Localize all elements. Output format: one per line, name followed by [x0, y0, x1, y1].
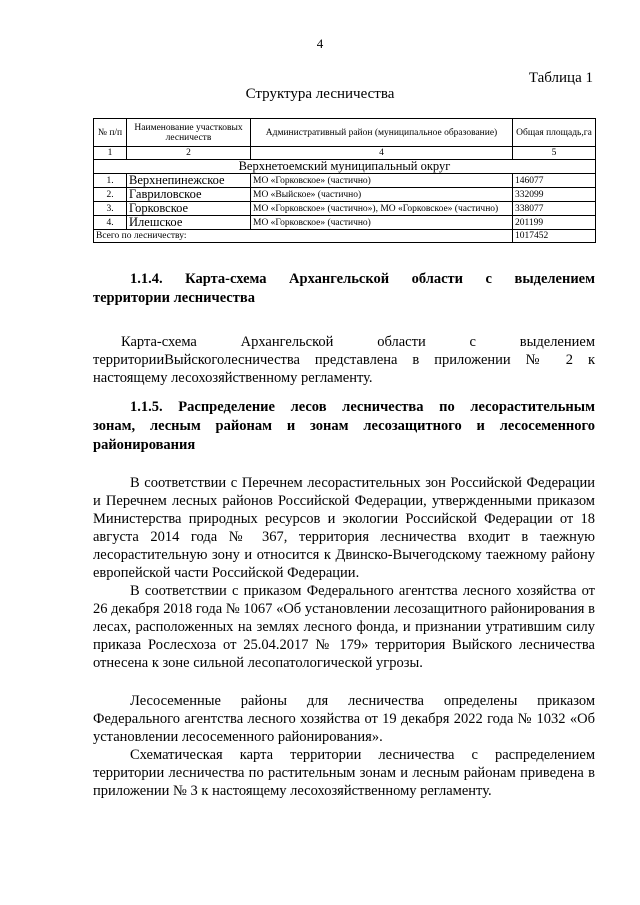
- forestry-name: Горковское: [127, 202, 251, 216]
- row-number: 3.: [94, 202, 127, 216]
- row-number: 1.: [94, 174, 127, 188]
- forestry-name: Гавриловское: [127, 188, 251, 202]
- paragraph-schematic-map: Схематическая карта территории лесничества с распределением территории лесничества по растительным зонам и лесным районам приведена в приложении № 3 к настоящему лесохозяйственному регламенту.: [93, 747, 595, 799]
- header-cell: Общая площадь,га: [513, 119, 596, 147]
- group-label: Верхнетоемский муниципальный округ: [94, 160, 596, 174]
- table-header-row: [94, 119, 596, 147]
- group-row: [94, 160, 596, 174]
- area-value: 338077: [513, 202, 596, 216]
- table-row: [94, 188, 596, 202]
- table-title: Структура лесничества: [245, 86, 395, 102]
- header-cell: Административный район (муниципальное образование): [251, 119, 513, 147]
- table-row: [94, 202, 596, 216]
- header-cell: Наименование участковых лесничеств: [127, 119, 251, 147]
- total-value: 1017452: [513, 230, 596, 243]
- total-label: Всего по лесничеству:: [94, 230, 513, 243]
- municipality: МО «Выйское» (частично): [251, 188, 513, 202]
- section-heading-1-1-4: 1.1.4. Карта-схема Архангельской области с выделением территории лесничества: [93, 271, 595, 306]
- paragraph-map-scheme: Карта-схема Архангельской области с выделением территорииВыйскоголесничества представлена в приложении № 2 к настоящему лесохозяйственному регламенту.: [93, 334, 595, 386]
- total-row: [94, 230, 596, 243]
- forestry-structure-table: [93, 118, 596, 243]
- section-heading-1-1-5: 1.1.5. Распределение лесов лесничества по лесорастительным зонам, лесным районам и зонам лесозащитного и лесосеменного районирования: [93, 399, 595, 453]
- municipality: МО «Горковское» (частично»), МО «Горковское» (частично): [251, 202, 513, 216]
- area-value: 201199: [513, 216, 596, 230]
- paragraph-zones: В соответствии с Перечнем лесорастительных зон Российской Федерации и Перечнем лесных районов Российской Федерации, утвержденными приказом Министерства природных ресурсов и экологии Российской Федерации от 18 августа 2014 года № 367, территория лесничества входит в таежную лесорастительную зону и относится к Двинско-Вычегодскому таежному району европейской части Российской Федерации.: [93, 475, 595, 581]
- table-row: [94, 216, 596, 230]
- row-number: 2.: [94, 188, 127, 202]
- column-number-row: [94, 147, 596, 160]
- area-value: 332099: [513, 188, 596, 202]
- forestry-name: Илешское: [127, 216, 251, 230]
- table-label: Таблица 1: [528, 70, 593, 86]
- column-number: 4: [251, 147, 513, 160]
- paragraph-forest-protection: В соответствии с приказом Федерального агентства лесного хозяйства от 26 декабря 2018 года № 1067 «Об установлении лесозащитного районирования в лесах, расположенных на землях лесного фонда, и признании утратившим силу приказа Рослесхоза от 25.04.2017 № 179» территория Выйского лесничества отнесена к зоне сильной лесопатологической угрозы.: [93, 583, 595, 671]
- column-number: 1: [94, 147, 127, 160]
- header-cell: № п/п: [94, 119, 127, 147]
- municipality: МО «Горковское» (частично): [251, 216, 513, 230]
- municipality: МО «Горковское» (частично): [251, 174, 513, 188]
- area-value: 146077: [513, 174, 596, 188]
- column-number: 5: [513, 147, 596, 160]
- row-number: 4.: [94, 216, 127, 230]
- forestry-name: Верхнепинежское: [127, 174, 251, 188]
- column-number: 2: [127, 147, 251, 160]
- page-number: 4: [316, 36, 324, 51]
- paragraph-seed-regions: Лесосеменные районы для лесничества определены приказом Федерального агентства лесного хозяйства от 19 декабря 2022 года № 1032 «Об установлении лесосеменного районирования».: [93, 693, 595, 745]
- table-row: [94, 174, 596, 188]
